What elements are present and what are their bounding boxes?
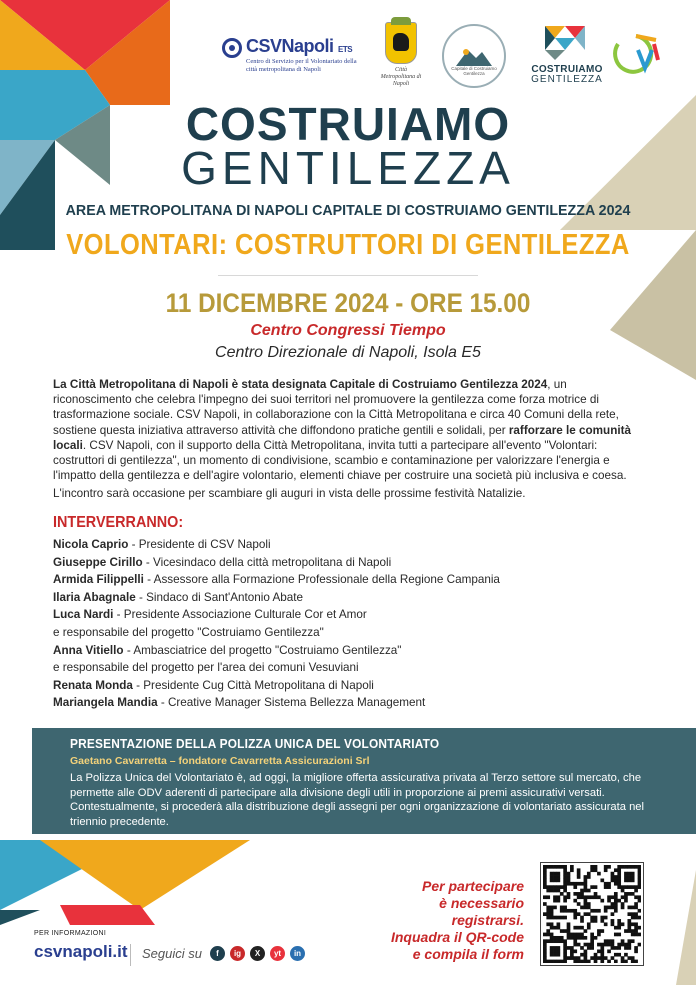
main-title-line2: GENTILEZZA xyxy=(181,142,515,194)
csv-logo-mark-icon xyxy=(222,38,242,58)
event-subtitle: AREA METROPOLITANA DI NAPOLI CAPITALE DI COSTRUIAMO GENTILEZZA 2024 xyxy=(65,202,631,219)
qr-code-icon xyxy=(543,865,641,963)
policy-text: La Polizza Unica del Volontariato è, ad oggi, la migliore offerta assicurativa privata al Terzo settore sul mercato, che permette alle ODV aderenti di partecipare alla divisione degli utili in proporzione ai premi assicurativi versati. Contestualmente, si procederà alla distribuzione degli assegni per ogni organizzazione di volontariato assicurata nel triennio precedente. xyxy=(70,772,645,828)
seal-mountain-icon xyxy=(456,44,492,66)
main-title-line1: COSTRUIAMO xyxy=(185,98,511,150)
follow-label: Seguici su xyxy=(142,946,202,961)
logo-gentilezza-text: GENTILEZZA xyxy=(531,74,603,85)
costruiamo-gentilezza-logo xyxy=(527,24,607,88)
seal-label: Capitale di Costruiamo Gentilezza xyxy=(451,66,497,76)
capitale-seal-logo xyxy=(442,24,506,88)
speaker-item: Renata Monda - Presidente Cug Città Metropolitana di Napoli xyxy=(53,678,374,692)
citta-metropolitana-label: Città Metropolitana di Napoli xyxy=(380,67,422,87)
intro-text-2: . CSV Napoli, con il supporto della Città Metropolitana, invita tutti a partecipare all'evento "Volontari: costruttori di gentilezza", un momento di condivisione, scambio e contaminazione per valorizzare l'energia e l'impatto della gentilezza e dell'agire volontario, elementi chiave per costruire una società più inclusiva e coesa. xyxy=(53,438,627,483)
speaker-item-continuation: e responsabile del progetto "Costruiamo Gentilezza" xyxy=(53,625,324,639)
speaker-item: Ilaria Abagnale - Sindaco di Sant'Antonio Abate xyxy=(53,590,303,604)
youtube-icon[interactable]: yt xyxy=(270,946,285,961)
event-venue: Centro Congressi Tiempo xyxy=(250,322,446,339)
instagram-icon[interactable]: ig xyxy=(230,946,245,961)
tangram-icon xyxy=(527,24,607,64)
citta-metropolitana-logo xyxy=(380,22,422,90)
divider xyxy=(218,275,478,276)
speaker-item: Mariangela Mandia - Creative Manager Sistema Bellezza Management xyxy=(53,696,426,710)
deco-bottom-gold xyxy=(40,840,250,910)
event-date: 11 DICEMBRE 2024 - ORE 15.00 xyxy=(165,288,531,318)
speaker-item-continuation: e responsabile del progetto per l'area dei comuni Vesuviani xyxy=(53,661,359,675)
event-address: Centro Direzionale di Napoli, Isola E5 xyxy=(215,344,481,361)
policy-heading: PRESENTAZIONE DELLA POLIZZA UNICA DEL VOLONTARIATO xyxy=(70,737,440,751)
linkedin-icon[interactable]: in xyxy=(290,946,305,961)
gv-logo-icon xyxy=(612,30,662,80)
deco-bottom-right-beige xyxy=(676,870,696,985)
intro-text-1: , un riconoscimento che celebra l'impegno dei suoi territori nel promuovere la gentilezza come forza motrice di trasformazione sociale. CSV Napoli, in collaborazione con la Città Metropolitana e circa 40 Comuni della rete, sostiene questa iniziativa attraverso attività che diffondono pratiche gentili e solidali, per xyxy=(53,378,619,437)
intro-bold-1: La Città Metropolitana di Napoli è stata designata Capitale di Costruiamo Gentilezza 2024 xyxy=(53,378,548,391)
csv-logo-name: CSVNapoli ETS xyxy=(246,36,353,56)
registration-cta xyxy=(364,878,524,963)
website-link[interactable]: csvnapoli.it xyxy=(34,942,128,961)
cta-line-3: Inquadra il QR-code xyxy=(390,929,524,945)
event-headline: VOLONTARI: COSTRUTTORI DI GENTILEZZA xyxy=(66,229,630,261)
logo-costruiamo-text: COSTRUIAMO xyxy=(531,64,603,75)
speaker-item: Anna Vitiello - Ambasciatrice del progetto "Costruiamo Gentilezza" xyxy=(53,643,402,657)
facebook-icon[interactable]: f xyxy=(210,946,225,961)
intro-paragraph xyxy=(53,377,643,483)
horse-crest-icon xyxy=(385,22,417,64)
speaker-item: Armida Filippelli - Assessore alla Formazione Professionale della Regione Campania xyxy=(53,573,500,587)
speaker-item: Giuseppe Cirillo - Vicesindaco della città metropolitana di Napoli xyxy=(53,555,392,569)
footer-divider xyxy=(130,944,131,966)
x-twitter-icon[interactable]: X xyxy=(250,946,265,961)
intro-bold-2: rafforzare le comunità locali xyxy=(53,423,631,452)
speaker-item: Nicola Caprio - Presidente di CSV Napoli xyxy=(53,538,271,551)
cta-line-2: è necessario registrarsi. xyxy=(439,895,524,928)
registration-qr-code[interactable] xyxy=(540,862,644,966)
csv-logo-subtitle: Centro di Servizio per il Volontariato della città metropolitana di Napoli xyxy=(246,58,357,73)
deco-bottom-red xyxy=(60,905,155,925)
greetings-paragraph: L'incontro sarà occasione per scambiare gli auguri in vista delle prossime festività Natalizie. xyxy=(53,487,526,500)
speakers-list xyxy=(53,536,653,712)
policy-band-notch xyxy=(32,728,48,834)
cta-line-1: Per partecipare xyxy=(422,878,524,894)
cta-line-4: e compila il form xyxy=(412,946,524,962)
info-label: PER INFORMAZIONI xyxy=(34,930,107,937)
speakers-heading: INTERVERRANNO: xyxy=(53,514,184,531)
policy-speaker: Gaetano Cavarretta – fondatore Cavarretta Assicurazioni Srl xyxy=(70,755,370,767)
csv-napoli-logo xyxy=(222,34,362,76)
deco-bottom-teal xyxy=(0,910,40,925)
speaker-item: Luca Nardi - Presidente Associazione Culturale Cor et Amor xyxy=(53,608,367,622)
